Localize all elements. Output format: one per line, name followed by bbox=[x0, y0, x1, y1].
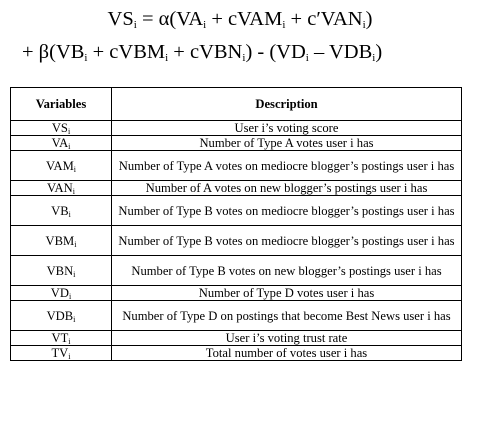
formula-line-1-subscript: i bbox=[203, 19, 207, 31]
formula-line-1-text: + c′VAN bbox=[285, 8, 363, 30]
formula-line-2-text: ) - (VD bbox=[245, 41, 306, 63]
variable-subscript: i bbox=[68, 292, 72, 301]
variable-name: VB bbox=[51, 203, 69, 218]
variable-subscript: i bbox=[68, 142, 71, 151]
table-row bbox=[11, 301, 462, 331]
formula-line-2-text: – VDB bbox=[308, 41, 373, 63]
formula-line-2-text: + β(VB bbox=[22, 41, 85, 63]
variable-cell bbox=[11, 346, 112, 361]
variable-cell bbox=[11, 151, 112, 181]
formula-line-1-subscript: i bbox=[282, 19, 286, 31]
variable-name: TV bbox=[51, 346, 69, 360]
table-header bbox=[11, 88, 462, 121]
variable-name: VBN bbox=[46, 263, 74, 278]
variable-cell bbox=[11, 181, 112, 196]
variable-cell bbox=[11, 331, 112, 346]
variable-name: VAN bbox=[47, 181, 73, 195]
variable-cell bbox=[11, 286, 112, 301]
variable-cell bbox=[11, 196, 112, 226]
description-cell: User i’s voting score bbox=[112, 121, 462, 136]
formula-line-1 bbox=[0, 7, 480, 31]
description-cell: Number of Type D on postings that become Best News user i has bbox=[112, 301, 462, 331]
table-row bbox=[11, 151, 462, 181]
description-cell: Total number of votes user i has bbox=[112, 346, 462, 361]
table-row bbox=[11, 346, 462, 361]
variable-subscript: i bbox=[68, 337, 71, 346]
variable-subscript: i bbox=[74, 239, 77, 249]
variable-cell bbox=[11, 226, 112, 256]
formula-line-2-subscript: i bbox=[84, 52, 88, 64]
variable-name: VA bbox=[51, 136, 69, 150]
table-body bbox=[11, 121, 462, 361]
table-row bbox=[11, 331, 462, 346]
variable-cell bbox=[11, 136, 112, 151]
formula-line-2-subscript: i bbox=[242, 52, 246, 64]
variable-name: VBM bbox=[45, 233, 75, 248]
variable-subscript: i bbox=[67, 127, 71, 136]
variable-name: VDB bbox=[46, 308, 74, 323]
table-row bbox=[11, 256, 462, 286]
variable-cell bbox=[11, 301, 112, 331]
formula-line-2 bbox=[22, 40, 382, 64]
description-cell: Number of Type B votes on mediocre blogger’s postings user i has bbox=[112, 226, 462, 256]
description-cell: Number of Type B votes on new blogger’s postings user i has bbox=[112, 256, 462, 286]
formula-line-1-text: VS bbox=[107, 8, 134, 30]
description-cell: Number of Type A votes user i has bbox=[112, 136, 462, 151]
table-row bbox=[11, 136, 462, 151]
description-cell: User i’s voting trust rate bbox=[112, 331, 462, 346]
formula-line-1-subscript: i bbox=[362, 19, 366, 31]
formula-line-2-subscript: i bbox=[372, 52, 376, 64]
description-cell: Number of Type A votes on mediocre blogger’s postings user i has bbox=[112, 151, 462, 181]
table-row bbox=[11, 226, 462, 256]
table-row bbox=[11, 196, 462, 226]
variable-name: VAM bbox=[46, 158, 74, 173]
variable-name: VT bbox=[51, 331, 69, 345]
formula-line-2-subscript: i bbox=[305, 52, 309, 64]
formula-line-2-text: + cVBN bbox=[168, 41, 243, 63]
variables-column-header: Variables bbox=[11, 88, 112, 121]
formula-line-1-text: ) bbox=[365, 8, 373, 30]
variable-cell bbox=[11, 121, 112, 136]
formula-line-2-subscript: i bbox=[165, 52, 169, 64]
formula-line-2-text: ) bbox=[375, 41, 383, 63]
formula-line-1-text: = α(VA bbox=[136, 8, 204, 30]
variable-subscript: i bbox=[72, 187, 75, 196]
variable-subscript: i bbox=[73, 269, 76, 279]
description-column-header: Description bbox=[112, 88, 462, 121]
variables-table bbox=[10, 87, 462, 361]
variable-subscript: i bbox=[68, 209, 71, 219]
variable-subscript: i bbox=[68, 352, 71, 361]
description-cell: Number of A votes on new blogger’s postings user i has bbox=[112, 181, 462, 196]
table-row bbox=[11, 286, 462, 301]
variable-name: VD bbox=[50, 286, 69, 300]
variable-subscript: i bbox=[73, 314, 76, 324]
variable-cell bbox=[11, 256, 112, 286]
description-cell: Number of Type D votes user i has bbox=[112, 286, 462, 301]
table-row bbox=[11, 181, 462, 196]
variable-subscript: i bbox=[73, 164, 76, 174]
header-row bbox=[11, 88, 462, 121]
formula-line-1-text: + cVAM bbox=[206, 8, 283, 30]
description-cell: Number of Type B votes on mediocre blogger’s postings user i has bbox=[112, 196, 462, 226]
variable-name: VS bbox=[51, 121, 68, 135]
formula-line-2-text: + cVBM bbox=[87, 41, 166, 63]
formula-line-1-subscript: i bbox=[133, 19, 137, 31]
table-row bbox=[11, 121, 462, 136]
